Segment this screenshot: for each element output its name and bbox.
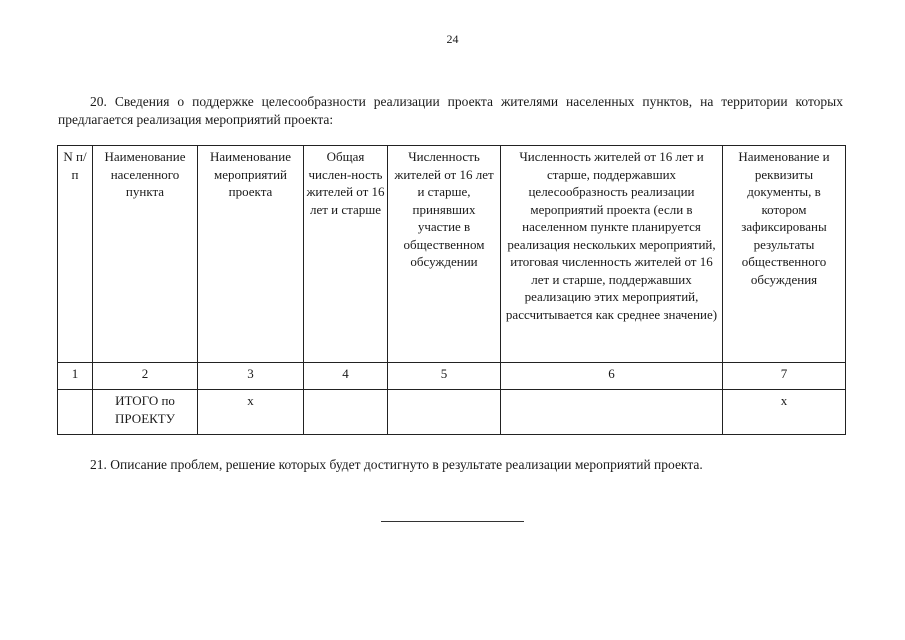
header-cell-total-population: Общая числен-ность жителей от 16 лет и старше <box>304 146 388 363</box>
total-cell-activities: x <box>198 390 304 435</box>
total-cell-number <box>58 390 93 435</box>
column-number-cell: 6 <box>501 363 723 390</box>
header-cell-settlement: Наименование населенного пункта <box>93 146 198 363</box>
header-cell-activities: Наименование мероприятий проекта <box>198 146 304 363</box>
column-number-cell: 7 <box>723 363 846 390</box>
header-cell-supporters: Численность жителей от 16 лет и старше, поддержавших целесообразность реализации мероприятий проекта (если в населенном пункте планируется реализация нескольких мероприятий, итоговая численность жителей от 16 лет и старше, поддержавших реализацию этих мероприятий, рассчитывается как среднее значение) <box>501 146 723 363</box>
column-number-cell: 4 <box>304 363 388 390</box>
total-cell-total-population <box>304 390 388 435</box>
total-cell-supporters <box>501 390 723 435</box>
column-number-cell: 2 <box>93 363 198 390</box>
support-table <box>57 145 846 435</box>
table-header-row <box>58 146 846 363</box>
table-column-number-row <box>58 363 846 390</box>
column-number-cell: 1 <box>58 363 93 390</box>
table-total-row <box>58 390 846 435</box>
total-cell-documents: x <box>723 390 846 435</box>
header-cell-participants: Численность жителей от 16 лет и старше, принявших участие в общественном обсуждении <box>388 146 501 363</box>
page-number: 24 <box>446 32 459 46</box>
signature-line <box>381 521 524 522</box>
column-number-cell: 3 <box>198 363 304 390</box>
header-cell-documents: Наименование и реквизиты документы, в котором зафиксированы результаты общественного обсуждения <box>723 146 846 363</box>
total-cell-label: ИТОГО по ПРОЕКТУ <box>93 390 198 435</box>
section-20-paragraph: 20. Сведения о поддержке целесообразности реализации проекта жителями населенных пунктов, на территории которых предлагается реализация мероприятий проекта: <box>58 94 843 127</box>
total-cell-participants <box>388 390 501 435</box>
section-21-paragraph: 21. Описание проблем, решение которых будет достигнуто в результате реализации мероприятий проекта. <box>90 457 703 472</box>
column-number-cell: 5 <box>388 363 501 390</box>
header-cell-number: N п/п <box>58 146 93 363</box>
